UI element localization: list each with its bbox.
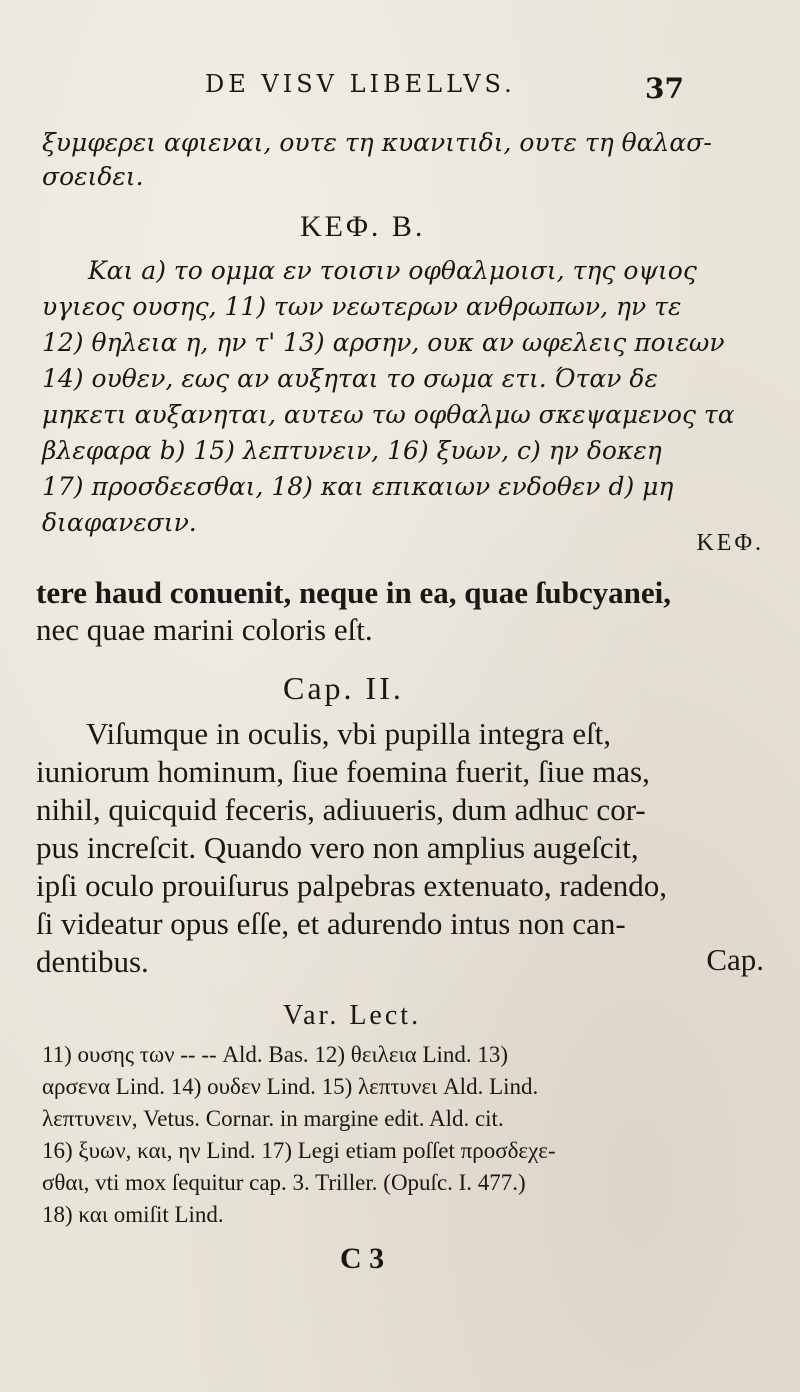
signature-mark: C 3 [340,1242,385,1275]
greek-line: υγιεος ουσης, 11) των νεωτερων ανθρωπων, ην τε [42,292,682,321]
variant-line: 18) και omiſit Lind. [42,1202,224,1227]
latin-line: iuniorum hominum, ſiue foemina fuerit, ſiue mas, [36,754,650,789]
greek-line: σοειδει. [42,162,144,191]
greek-line: 17) προσδεεσθαι, 18) και επικαιων ενδοθεν d) μη [42,472,674,501]
greek-line: βλεφαρα b) 15) λεπτυνειν, 16) ξυων, c) ην δοκεη [42,436,662,465]
greek-line: ξυμφερει αφιεναι, ουτε τη κυανιτιδι, ουτε τη θαλασ- [42,128,712,157]
latin-line: pus increſcit. Quando vero non amplius augeſcit, [36,830,639,865]
running-header: DE VISV LIBELLVS. [205,70,516,98]
latin-line: ſi videatur opus eſſe, et adurendo intus non can- [36,906,626,941]
greek-chapter-heading: ΚΕΦ. Β. [300,210,426,243]
greek-line: 14) ουθεν, εως αν αυξηται το σωμα ετι. Όταν δε [42,364,658,393]
latin-catchword: Cap. [706,942,764,977]
latin-line: dentibus. [36,944,149,979]
greek-line: Και a) το ομμα εν τοισιν οφθαλμοισι, της οψιος [88,256,697,285]
latin-line: Viſumque in oculis, vbi pupilla integra eſt, [86,716,612,751]
latin-line: nec quae marini coloris eſt. [36,612,373,647]
variant-line: 11) ουσης των -- -- Ald. Bas. 12) θειλεια Lind. 13) [42,1042,509,1067]
variant-line: 16) ξυων, και, ην Lind. 17) Legi etiam poſſet προσδεχε- [42,1138,556,1163]
latin-chapter-heading: Cap. II. [283,670,404,706]
variant-line: αρσενα Lind. 14) ουδεν Lind. 15) λεπτυνει Ald. Lind. [42,1074,539,1099]
latin-line: ipſi oculo prouiſurus palpebras extenuato, radendo, [36,868,668,903]
latin-line: tere haud conuenit, neque in ea, quae ſubcyanei, [36,575,672,610]
greek-line: διαφανεσιν. [42,508,197,537]
page-number: 37 [645,72,684,105]
variant-line: σθαι, vti mox ſequitur cap. 3. Triller. (Opuſc. I. 477.) [42,1170,526,1195]
greek-line: 12) θηλεια η, ην τ' 13) αρσην, ουκ αν ωφελεις ποιεων [42,328,725,357]
latin-line: nihil, quicquid feceris, adiuueris, dum adhuc cor- [36,792,646,827]
greek-line: μηκετι αυξανηται, αυτεω τω οφθαλμω σκεψαμενος τα [42,400,735,429]
variant-readings-heading: Var. Lect. [283,1000,422,1031]
greek-catchword: ΚΕΦ. [696,530,764,556]
variant-line: λεπτυνειν, Vetus. Cornar. in margine edit. Ald. cit. [42,1106,504,1131]
